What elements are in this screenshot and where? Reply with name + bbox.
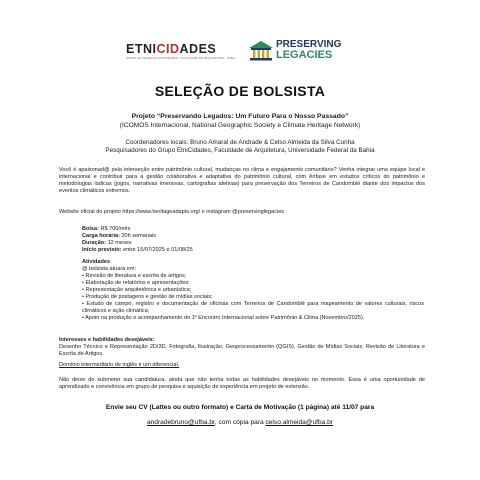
list-item: • Apoio na produção e acompanhamento do 1º Encontro Internacional sobre Patrimônio & Clima (Novembro/2025). [82, 315, 365, 321]
coordinators: Coordenadores locais: Bruno Amaral de Andrade & Celso Almeida da Silva Cunha [125, 139, 355, 146]
interests-section [59, 337, 425, 358]
interests-heading: Interesses e habilidades desejáveis: [59, 337, 155, 343]
logo-line-1: PRESERVING [276, 39, 342, 50]
cc-email-link[interactable]: celso.almeida@ufba.br [265, 419, 334, 426]
temple-icon [248, 40, 274, 62]
list-item: • Estudo de campo, registro e documentação de oficinas com Terreiros de Candomblé para mapeamento de valores culturais, riscos climáticos e ação climática; [82, 301, 424, 314]
preserving-legacies-logo [248, 37, 368, 67]
carga-row: Carga horária: 20h semanais [82, 233, 156, 239]
logo-line-2: LEGACIES [276, 49, 333, 61]
duracao-row: Duração: 12 meses [82, 240, 132, 246]
activities-heading: Atividades [82, 259, 111, 265]
encouragement-paragraph: Não deixe de submeter sua candidatura, ainda que não tenha todas as habilidades desejáveis no momento. Essa é uma oportunidade de aprendizado e convivência em grupo de pesquisa e aquisição de experiência em projeto de extensão. [59, 377, 425, 390]
activities-list [82, 273, 424, 322]
activities-intro: @ bolsista atuará em: [82, 266, 137, 272]
project-partners: (ICOMOS Internacional, National Geographic Society e Climate Heritage Network) [119, 122, 361, 129]
researchers: Pesquisadores do Grupo EtniCidades, Faculdade de Arquitetura, Universidade Federal da Bahia [105, 147, 375, 154]
etni-logo-part: ID [166, 42, 180, 56]
list-item: • Produção de postagens e gestão de mídias sociais; [82, 294, 213, 300]
etni-logo-tagline: GRUPO DE PESQUISA ETNICIDADES · FACULDADE DE ARQUITETURA · UFBA [126, 57, 235, 60]
etni-logo-part: ADES [179, 42, 217, 56]
list-item: • Revisão de literatura e escrita de artigos; [82, 273, 187, 279]
etni-logo-part: C [156, 42, 167, 56]
etnicidades-logo [126, 42, 236, 68]
etni-logo-part: ETNI [126, 42, 157, 56]
list-item: • Elaboração de relatórios e apresentações; [82, 280, 190, 286]
page-title: SELEÇÃO DE BOLSISTA [154, 83, 326, 99]
english-note: Domínio intermediário de inglês é um diferencial. [59, 362, 180, 368]
cc-text: , com cópia para [214, 419, 266, 426]
interests-text: Desenho Técnico e Representação 2D/3D, Fotografia, Ilustração, Geoprocessamento (QGIS), Gestão de Mídias Sociais, Revisão de Literatura e Escrita de Artigos. [59, 344, 425, 357]
submission-instructions: Envie seu CV (Lattes ou outro formato) e Carta de Motivação (1 página) até 11/07 para [105, 404, 375, 411]
contact-emails [0, 419, 480, 426]
bolsa-row: Bolsa: R$ 700/mês [82, 226, 131, 232]
list-item: • Representação arquitetônica e urbanística; [82, 287, 192, 293]
scholarship-info [82, 226, 448, 254]
website-line: Website oficial do projeto https://www.heritageadapts.org/ e instagram @preservinglegacies [59, 209, 285, 215]
project-title: Projeto “Preservando Legados: Um Futuro Para o Nosso Passado” [131, 113, 349, 120]
intro-paragraph: Você é apaixonad@ pela interseção entre patrimônio cultural, mudanças no clima e engajamento comunitário? Venha integrar uma equipe local e internacional e contribuir para a gestão colaborativa e adaptativa do patrimônio cultural, com ênfase em estudos críticos do patrimônio e metodologias lúdicas (jogos, narrativas imersivas, cartografias afetivas) para preservação dos Terreiros de Candomblé diante dos impactos dos eventos climáticos extremos. [59, 167, 425, 194]
activities-section [82, 259, 424, 322]
primary-email-link[interactable]: andradebruno@ufba.br [146, 419, 215, 426]
inicio-row: Início previsto: entre 15/07/2025 e 01/08/25 [82, 247, 193, 253]
logo-row [0, 34, 480, 70]
